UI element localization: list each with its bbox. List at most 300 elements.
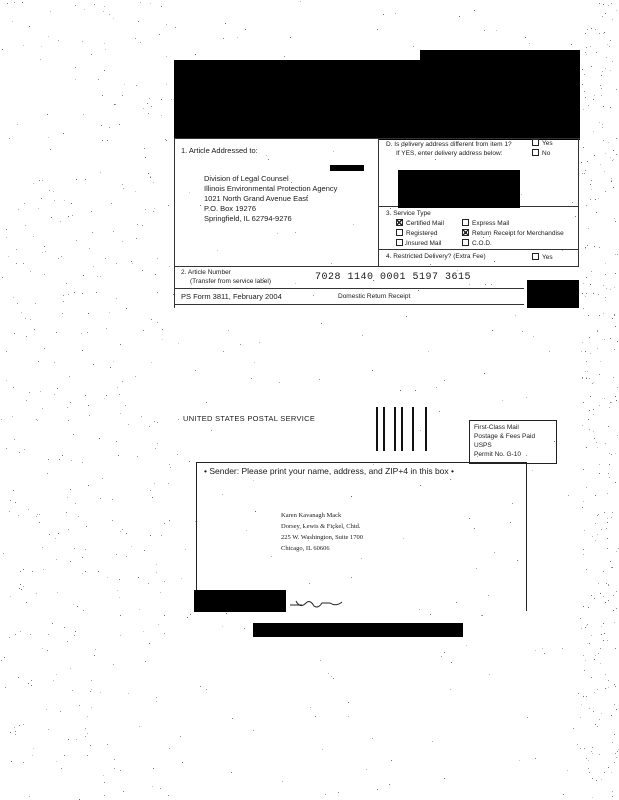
noise-speck	[113, 18, 114, 19]
service-option-label: Registered	[406, 230, 438, 238]
noise-speck	[605, 263, 606, 264]
noise-speck	[128, 693, 129, 694]
noise-speck	[600, 663, 601, 664]
noise-speck	[23, 586, 24, 587]
checkbox-icon[interactable]	[396, 239, 403, 246]
noise-speck	[254, 362, 255, 363]
noise-speck	[593, 293, 594, 294]
noise-speck	[584, 748, 585, 749]
noise-speck	[70, 402, 71, 403]
noise-speck	[153, 768, 154, 769]
noise-speck	[484, 30, 485, 31]
noise-speck	[585, 52, 586, 53]
noise-speck	[42, 547, 43, 548]
service-option-insured[interactable]	[396, 240, 441, 248]
noise-speck	[594, 692, 595, 693]
noise-speck	[82, 462, 83, 463]
noise-speck	[33, 236, 34, 237]
noise-speck	[62, 313, 63, 314]
noise-speck	[177, 454, 178, 455]
noise-speck	[415, 390, 416, 391]
noise-speck	[200, 205, 201, 206]
noise-speck	[32, 571, 33, 572]
noise-speck	[155, 448, 156, 449]
noise-speck	[23, 263, 24, 264]
noise-speck	[85, 728, 86, 729]
noise-speck	[383, 14, 384, 15]
noise-speck	[584, 530, 585, 531]
noise-speck	[100, 498, 101, 499]
noise-speck	[583, 402, 584, 403]
noise-speck	[583, 549, 584, 550]
noise-speck	[599, 719, 600, 720]
noise-speck	[89, 415, 90, 416]
noise-speck	[600, 361, 601, 362]
noise-speck	[439, 411, 440, 412]
noise-speck	[333, 151, 334, 152]
noise-speck	[603, 140, 604, 141]
noise-speck	[589, 337, 590, 338]
noise-speck	[40, 59, 41, 60]
noise-speck	[101, 125, 102, 126]
noise-speck	[586, 205, 587, 206]
noise-speck	[608, 600, 609, 601]
noise-speck	[608, 687, 609, 688]
noise-speck	[474, 10, 475, 11]
noise-speck	[331, 676, 332, 677]
noise-speck	[1, 419, 2, 420]
sender-instruction: • Sender: Please print your name, address, and ZIP+4 in this box •	[204, 466, 454, 476]
noise-speck	[515, 315, 516, 316]
noise-speck	[74, 292, 75, 293]
noise-speck	[147, 103, 148, 104]
noise-speck	[117, 387, 118, 388]
noise-speck	[607, 518, 608, 519]
noise-speck	[48, 634, 49, 635]
noise-speck	[161, 115, 162, 116]
noise-speck	[591, 189, 592, 190]
service-option-certified[interactable]	[396, 220, 444, 228]
checkbox-icon[interactable]	[462, 219, 469, 226]
noise-speck	[616, 154, 617, 155]
noise-speck	[195, 370, 196, 371]
noise-speck	[223, 38, 224, 39]
noise-speck	[200, 686, 201, 687]
noise-speck	[610, 402, 611, 403]
noise-speck	[413, 46, 414, 47]
service-option-return-receipt[interactable]	[462, 230, 564, 238]
addressee-line-5: Springfield, IL 62794-9276	[204, 214, 292, 223]
noise-speck	[82, 557, 83, 558]
noise-speck	[592, 797, 593, 798]
noise-speck	[36, 593, 37, 594]
checkbox-icon[interactable]	[532, 149, 539, 156]
noise-speck	[118, 455, 119, 456]
noise-speck	[595, 199, 596, 200]
noise-speck	[583, 696, 584, 697]
noise-speck	[126, 556, 127, 557]
noise-speck	[156, 572, 157, 573]
noise-speck	[114, 759, 115, 760]
noise-speck	[29, 796, 30, 797]
noise-speck	[150, 3, 151, 4]
noise-speck	[277, 233, 278, 234]
noise-speck	[116, 441, 117, 442]
noise-speck	[119, 124, 120, 125]
noise-speck	[348, 702, 349, 703]
noise-speck	[613, 377, 614, 378]
noise-speck	[91, 211, 92, 212]
noise-speck	[31, 680, 32, 681]
noise-speck	[143, 108, 144, 109]
noise-speck	[585, 296, 586, 297]
noise-speck	[604, 339, 605, 340]
noise-speck	[614, 622, 615, 623]
noise-speck	[484, 373, 485, 374]
noise-speck	[82, 293, 83, 294]
noise-speck	[533, 336, 534, 337]
noise-speck	[606, 57, 607, 58]
noise-speck	[36, 516, 37, 517]
noise-speck	[49, 190, 50, 191]
delivery-yes-label: Yes	[542, 140, 553, 148]
noise-speck	[19, 725, 20, 726]
noise-speck	[32, 755, 33, 756]
noise-speck	[450, 689, 451, 690]
noise-speck	[599, 315, 600, 316]
noise-speck	[71, 203, 72, 204]
noise-speck	[57, 592, 58, 593]
noise-speck	[149, 426, 150, 427]
noise-speck	[591, 635, 592, 636]
checkbox-icon[interactable]	[396, 229, 403, 236]
noise-speck	[187, 617, 188, 618]
noise-speck	[112, 520, 113, 521]
noise-speck	[122, 241, 123, 242]
noise-speck	[87, 332, 88, 333]
noise-speck	[610, 289, 611, 290]
redaction-delivery-address	[398, 170, 520, 208]
noise-speck	[217, 250, 218, 251]
noise-speck	[603, 4, 604, 5]
service-option-label: Certified Mail	[406, 220, 444, 228]
noise-speck	[120, 770, 121, 771]
noise-speck	[25, 318, 26, 319]
noise-speck	[145, 209, 146, 210]
noise-speck	[430, 264, 431, 265]
noise-speck	[149, 98, 150, 99]
noise-speck	[581, 704, 582, 705]
noise-speck	[85, 736, 86, 737]
noise-speck	[157, 422, 158, 423]
noise-speck	[605, 68, 606, 69]
noise-speck	[605, 300, 606, 301]
noise-speck	[56, 332, 57, 333]
noise-speck	[573, 728, 574, 729]
noise-speck	[328, 673, 329, 674]
noise-speck	[113, 231, 114, 232]
noise-speck	[85, 571, 86, 572]
noise-speck	[102, 478, 103, 479]
noise-speck	[161, 535, 162, 536]
noise-speck	[138, 21, 139, 22]
noise-speck	[148, 113, 149, 114]
noise-speck	[18, 515, 19, 516]
noise-speck	[16, 263, 17, 264]
noise-speck	[590, 184, 591, 185]
noise-speck	[599, 374, 600, 375]
noise-speck	[157, 258, 158, 259]
noise-speck	[617, 341, 618, 342]
noise-speck	[600, 85, 601, 86]
noise-speck	[469, 284, 470, 285]
noise-speck	[607, 493, 608, 494]
noise-speck	[156, 697, 157, 698]
noise-speck	[164, 523, 165, 524]
noise-speck	[75, 5, 76, 6]
noise-speck	[588, 768, 589, 769]
noise-speck	[154, 483, 155, 484]
noise-speck	[616, 10, 617, 11]
noise-speck	[116, 298, 117, 299]
noise-speck	[37, 420, 38, 421]
noise-speck	[76, 240, 77, 241]
noise-speck	[18, 209, 19, 210]
noise-speck	[436, 387, 437, 388]
noise-speck	[596, 52, 597, 53]
noise-speck	[592, 536, 593, 537]
noise-speck	[26, 602, 27, 603]
noise-speck	[137, 456, 138, 457]
noise-speck	[466, 645, 467, 646]
noise-speck	[613, 595, 614, 596]
noise-speck	[232, 718, 233, 719]
noise-speck	[142, 270, 143, 271]
noise-speck	[47, 650, 48, 651]
restricted-yes-option[interactable]	[532, 254, 553, 262]
noise-speck	[441, 656, 442, 657]
noise-speck	[82, 573, 83, 574]
noise-speck	[54, 200, 55, 201]
noise-speck	[190, 614, 191, 615]
noise-speck	[38, 208, 39, 209]
noise-speck	[604, 633, 605, 634]
noise-speck	[268, 159, 269, 160]
noise-speck	[104, 70, 105, 71]
noise-speck	[11, 761, 12, 762]
noise-speck	[603, 313, 604, 314]
noise-speck	[583, 606, 584, 607]
service-option-cod[interactable]	[462, 240, 492, 248]
noise-speck	[44, 246, 45, 247]
noise-speck	[597, 348, 598, 349]
noise-speck	[153, 182, 154, 183]
noise-speck	[79, 705, 80, 706]
noise-speck	[156, 701, 157, 702]
noise-speck	[136, 238, 137, 239]
noise-speck	[75, 631, 76, 632]
noise-speck	[610, 338, 611, 339]
noise-speck	[614, 762, 615, 763]
divider-restricted-bottom	[174, 266, 579, 267]
noise-speck	[150, 535, 151, 536]
noise-speck	[599, 754, 600, 755]
noise-speck	[12, 416, 13, 417]
noise-speck	[585, 33, 586, 34]
checkbox-icon[interactable]	[462, 239, 469, 246]
delivery-yes-option[interactable]	[532, 140, 553, 148]
noise-speck	[124, 84, 125, 85]
noise-speck	[48, 36, 49, 37]
noise-speck	[589, 643, 590, 644]
service-option-registered[interactable]	[396, 230, 437, 238]
noise-speck	[597, 447, 598, 448]
noise-speck	[604, 398, 605, 399]
noise-speck	[430, 614, 431, 615]
noise-speck	[166, 24, 167, 25]
noise-speck	[23, 45, 24, 46]
noise-speck	[102, 140, 103, 141]
noise-speck	[185, 549, 186, 550]
noise-speck	[148, 173, 149, 174]
noise-speck	[78, 516, 79, 517]
noise-speck	[115, 104, 116, 105]
noise-speck	[613, 150, 614, 151]
noise-speck	[614, 349, 615, 350]
noise-speck	[586, 277, 587, 278]
noise-speck	[331, 263, 332, 264]
noise-speck	[526, 397, 527, 398]
noise-speck	[5, 687, 6, 688]
noise-speck	[615, 753, 616, 754]
noise-speck	[182, 762, 183, 763]
noise-speck	[593, 99, 594, 100]
noise-speck	[587, 643, 588, 644]
noise-speck	[61, 768, 62, 769]
noise-speck	[175, 27, 176, 28]
noise-speck	[607, 44, 608, 45]
noise-speck	[580, 717, 581, 718]
noise-speck	[604, 32, 605, 33]
noise-speck	[63, 295, 64, 296]
noise-speck	[616, 551, 617, 552]
noise-speck	[612, 742, 613, 743]
noise-speck	[73, 604, 74, 605]
noise-speck	[20, 571, 21, 572]
noise-speck	[100, 692, 101, 693]
divider-form-bottom	[174, 304, 524, 305]
delivery-no-option[interactable]	[532, 150, 550, 158]
noise-speck	[617, 435, 618, 436]
noise-speck	[168, 795, 169, 796]
noise-speck	[338, 792, 339, 793]
noise-speck	[112, 499, 113, 500]
redaction-signature	[194, 590, 286, 612]
noise-speck	[372, 738, 373, 739]
noise-speck	[592, 747, 593, 748]
noise-speck	[585, 170, 586, 171]
noise-speck	[14, 333, 15, 334]
noise-speck	[377, 789, 378, 790]
delivery-no-label: No	[542, 150, 551, 158]
noise-speck	[87, 733, 88, 734]
noise-speck	[333, 678, 334, 679]
noise-speck	[587, 624, 588, 625]
noise-speck	[54, 362, 55, 363]
noise-speck	[166, 140, 167, 141]
noise-speck	[585, 248, 586, 249]
noise-speck	[612, 567, 613, 568]
checkbox-icon[interactable]	[532, 253, 539, 260]
noise-speck	[583, 308, 584, 309]
fim-bar	[383, 407, 385, 451]
noise-speck	[591, 751, 592, 752]
noise-speck	[582, 69, 583, 70]
noise-speck	[90, 691, 91, 692]
fim-bar	[401, 407, 403, 451]
noise-speck	[583, 109, 584, 110]
noise-speck	[315, 716, 316, 717]
noise-speck	[56, 559, 57, 560]
noise-speck	[581, 628, 582, 629]
noise-speck	[601, 95, 602, 96]
noise-speck	[63, 133, 64, 134]
noise-speck	[85, 395, 86, 396]
noise-speck	[117, 590, 118, 591]
noise-speck	[123, 791, 124, 792]
noise-speck	[605, 688, 606, 689]
noise-speck	[98, 79, 99, 80]
noise-speck	[585, 371, 586, 372]
noise-speck	[126, 533, 127, 534]
noise-speck	[616, 591, 617, 592]
noise-speck	[586, 54, 587, 55]
noise-speck	[67, 497, 68, 498]
noise-speck	[588, 228, 589, 229]
noise-speck	[592, 383, 593, 384]
noise-speck	[104, 398, 105, 399]
service-option-express[interactable]	[462, 220, 509, 228]
noise-speck	[614, 704, 615, 705]
noise-speck	[603, 106, 604, 107]
noise-speck	[435, 159, 436, 160]
noise-speck	[602, 127, 603, 128]
noise-speck	[610, 40, 611, 41]
noise-speck	[612, 19, 613, 20]
noise-speck	[24, 203, 25, 204]
noise-speck	[522, 331, 523, 332]
noise-speck	[588, 760, 589, 761]
noise-speck	[114, 768, 115, 769]
noise-speck	[30, 319, 31, 320]
noise-speck	[70, 489, 71, 490]
noise-speck	[94, 655, 95, 656]
noise-speck	[168, 205, 169, 206]
noise-speck	[586, 696, 587, 697]
noise-speck	[28, 683, 29, 684]
noise-speck	[59, 459, 60, 460]
noise-speck	[152, 497, 153, 498]
noise-speck	[567, 770, 568, 771]
checkbox-icon[interactable]	[532, 139, 539, 146]
noise-speck	[138, 577, 139, 578]
checkbox-checked-icon[interactable]	[462, 229, 469, 236]
noise-speck	[598, 294, 599, 295]
noise-speck	[348, 716, 349, 717]
noise-speck	[145, 661, 146, 662]
noise-speck	[164, 581, 165, 582]
checkbox-checked-icon[interactable]	[396, 219, 403, 226]
